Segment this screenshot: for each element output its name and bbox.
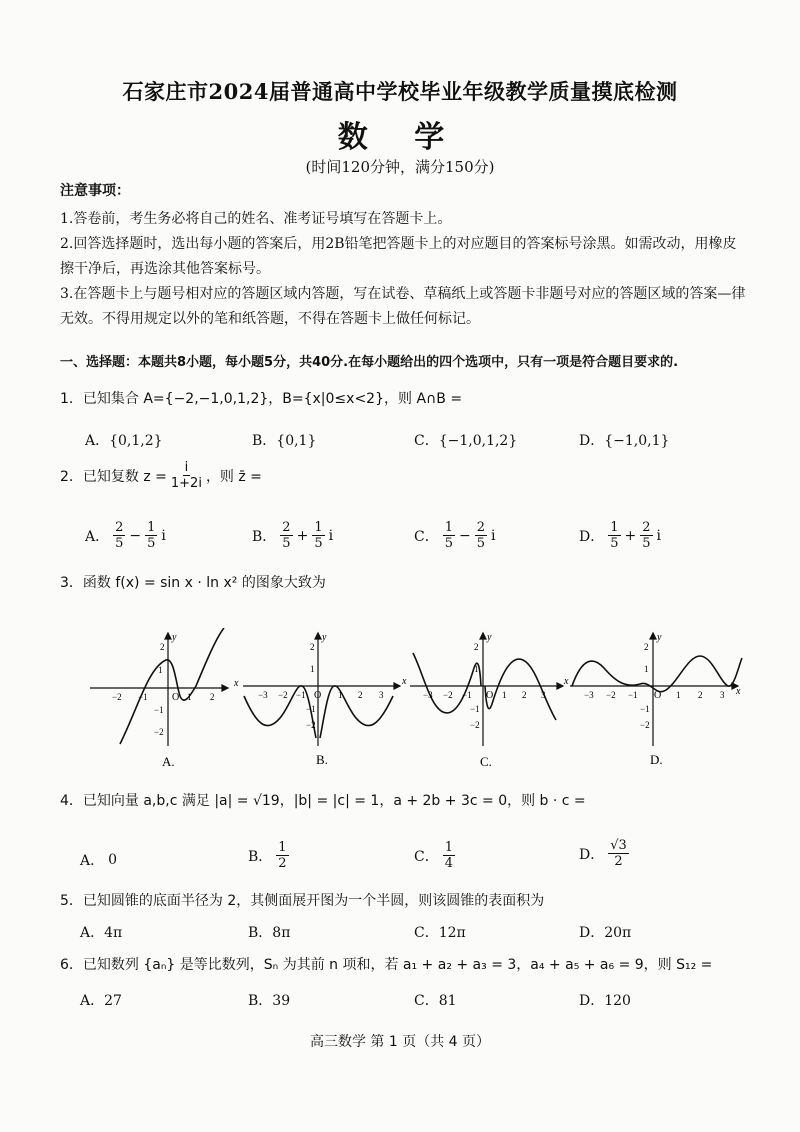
fraction [640,520,652,551]
operator: − [459,527,471,544]
option-value: 0 [108,852,118,868]
graph-c-x-arrow [557,683,563,689]
fraction [280,520,292,551]
note-item: 3.在答题卡上与题号相对应的答题区域内答题，写在试卷、草稿纸上或答题卡非题号对应的答题区域的答案—律无效。不得用规定以外的笔和纸答题，不得在答题卡上做任何标记。 [60,286,746,327]
question-5-option-b: B．8π [248,925,291,941]
question-4-option-a [80,850,117,870]
option-label: B． [248,848,273,865]
graph-a-x-label: x [234,678,239,689]
question-2-prefix: 2．已知复数 z = [60,468,167,485]
graph-d-tick: 3 [720,690,725,700]
graph-a-y-label: y [172,632,177,643]
question-3-stem: 3．函数 f(x) = sin x · ln x² 的图象大致为 [60,575,326,591]
graph-b-x-arrow [394,683,400,689]
graph-d-x-label: x [736,686,741,697]
graph-c-tick: 2 [522,690,527,700]
graph-a-tick: −2 [154,727,164,737]
graph-c-origin: O [486,690,494,701]
graph-a-y-arrow [165,633,171,639]
graph-b-tick: 2 [310,642,315,652]
graph-d-tick: 1 [644,664,649,674]
note-item: 1.答卷前，考生务必将自己的姓名、准考证号填写在答题卡上。 [60,211,452,227]
fraction [443,840,455,871]
option-label: A． [85,528,110,545]
option-label: A． [80,853,105,869]
note-item: 2.回答选择题时，选出每小题的答案后，用2B铅笔把答题卡上的对应题目的答案标号涂黑。如需改动，用橡皮擦干净后，再选涂其他答案标号。 [60,236,737,277]
question-6-option-b: B．39 [248,993,291,1009]
graph-b-origin: O [314,690,322,701]
imaginary-unit: i [491,527,496,544]
question-5-option-c: C．12π [414,925,466,941]
graph-b-tick: −2 [278,690,288,700]
fraction-denominator: 5 [282,536,291,551]
fraction-denominator: 4 [444,856,453,871]
option-label: D． [579,528,605,545]
graph-d-tick: −1 [628,690,638,700]
graph-b-tick: −3 [258,690,268,700]
graph-c-tick: −1 [470,704,480,714]
fraction [312,520,324,551]
graph-b-tick: 3 [379,690,384,700]
fraction-denominator: 5 [610,536,619,551]
operator: + [624,527,637,544]
option-label: C． [414,528,439,545]
question-2-option-d [579,520,661,551]
graph-a-tick: 1 [158,665,163,675]
graph-c-label: C. [480,754,492,769]
graph-c-tick: 3 [541,690,546,700]
fraction-numerator: √3 [610,838,627,853]
fraction-numerator: 1 [610,520,619,535]
question-6-option-c: C．81 [414,993,457,1009]
graph-d-label: D. [650,752,663,767]
fraction-denominator: 2 [278,856,287,871]
fraction-numerator: 2 [642,520,651,535]
imaginary-unit: i [161,527,166,544]
operator: − [129,527,142,544]
graph-a-tick: 2 [210,692,215,702]
fraction-denominator: 5 [476,536,486,551]
graph-c-tick: −2 [470,720,480,730]
fraction-numerator: 1 [147,520,156,535]
imaginary-unit: i [328,527,334,544]
graph-a-origin: O [172,692,180,703]
graph-b-tick: 2 [358,690,363,700]
question-1-stem: 1．已知集合 A={−2,−1,0,1,2}，B={x|0≤x<2}，则 A∩B = [60,391,463,407]
graph-b-tick: −1 [306,704,316,714]
fraction-denominator: 5 [642,536,651,551]
notes-heading: 注意事项： [60,183,130,199]
fraction-numerator: 1 [314,520,323,535]
option-label: B． [252,528,277,545]
graph-c-tick: 1 [474,664,479,674]
section-heading: 一、选择题：本题共8小题，每小题5分，共40分.在每小题给出的四个选项中，只有一项是符合题目要求的. [60,355,679,370]
question-4-option-c [414,840,455,871]
question-2-option-a [85,520,166,551]
exam-subject: 数 学 [337,120,463,155]
fraction [475,520,487,551]
fraction-numerator: 1 [278,840,287,855]
fraction-denominator: 1+2i [170,476,202,491]
fraction-numerator: 1 [444,520,453,535]
option-label: D． [579,846,605,863]
operator: + [296,527,309,544]
graph-c-tick: −3 [423,690,433,700]
graph-d-y-label: y [657,632,662,643]
graph-c-y-arrow [480,633,486,639]
question-2-option-b [252,520,333,551]
graph-a-tick: −2 [112,692,122,702]
graph-d-tick: −2 [606,690,616,700]
question-1-option-b: B．{0,1} [252,433,317,449]
graph-b-y-label: y [322,632,327,643]
question-2-suffix: ，则 z̄ = [205,468,262,485]
question-2-fraction [171,460,202,491]
exam-time-info: (时间120分钟，满分150分) [305,158,495,176]
graph-a-tick: −1 [154,705,164,715]
fraction-denominator: 5 [314,536,323,551]
question-6-option-d: D．120 [579,993,631,1009]
option-label: C． [414,848,439,865]
fraction-denominator: 5 [147,536,156,551]
graph-c-tick: 2 [474,642,479,652]
page-footer: 高三数学 第 1 页（共 4 页） [309,1034,491,1050]
fraction-numerator: i [184,460,189,475]
graph-a-tick: −1 [138,692,148,702]
graph-b-tick: 1 [338,690,343,700]
graph-b-x-label: x [402,676,407,687]
graph-d-tick: 2 [698,690,703,700]
graph-d-y-arrow [650,633,656,639]
question-2-option-c [414,520,496,551]
question-2-stem [60,460,262,491]
question-5-option-a: A．4π [80,925,123,941]
question-5-option-d: D．20π [579,925,632,941]
graph-d-tick: −3 [584,690,594,700]
fraction-numerator: 1 [444,840,453,855]
fraction-denominator: 5 [115,536,124,551]
fraction [145,520,157,551]
graph-d-tick: −1 [640,704,650,714]
fraction-numerator: 2 [476,520,486,535]
question-1-option-c: C．{−1,0,1,2} [414,433,518,449]
graph-c-tick: 1 [502,690,507,700]
fraction [276,840,288,871]
question-4-stem: 4．已知向量 a,b,c 满足 |a| = √19，|b| = |c| = 1，a + 2b + 3c = 0，则 b · c = [60,793,586,809]
fraction-numerator: 2 [282,520,291,535]
graph-c-x-label: x [564,676,569,687]
question-6-stem: 6．已知数列 {aₙ} 是等比数列，Sₙ 为其前 n 项和，若 a₁ + a₂ + a₃ = 3，a₄ + a₅ + a₆ = 9，则 S₁₂ = [60,957,713,973]
graph-b-y-arrow [315,633,321,639]
question-4-option-b [248,840,289,871]
fraction-denominator: 2 [614,854,623,869]
graph-c-y-label: y [487,632,492,643]
imaginary-unit: i [656,527,662,544]
fraction [608,838,629,869]
exam-title: 石家庄市2024届普通高中学校毕业年级教学质量摸底检测 [122,79,678,104]
graph-d-tick: 1 [676,690,681,700]
fraction [443,520,455,551]
fraction [608,520,620,551]
graph-a-x-arrow [222,685,228,691]
fraction-numerator: 2 [115,520,124,535]
graph-a-tick: 2 [160,642,165,652]
graph-a-label: A. [162,754,175,769]
graph-a-curve [120,628,224,744]
graph-b-tick: 1 [310,664,315,674]
graph-b-tick: −1 [296,690,306,700]
graph-b-label: B. [316,752,328,767]
graph-d-tick: 2 [644,642,649,652]
question-5-stem: 5．已知圆锥的底面半径为 2，其侧面展开图为一个半圆，则该圆锥的表面积为 [60,893,545,909]
graph-a-tick: 1 [187,692,192,702]
fraction-denominator: 5 [444,536,453,551]
graph-c-tick: −2 [443,690,453,700]
question-4-option-d [579,838,629,869]
graph-b-tick: −2 [306,720,316,730]
question-6-option-a: A．27 [80,993,122,1009]
graph-d-origin: O [654,690,662,701]
graph-d-tick: −2 [640,720,650,730]
question-1-option-a: A．{0,1,2} [85,433,163,449]
question-1-option-d: D．{−1,0,1} [579,433,670,449]
graph-c-tick: −1 [462,690,472,700]
fraction [113,520,125,551]
question-3-graphs [88,628,758,778]
